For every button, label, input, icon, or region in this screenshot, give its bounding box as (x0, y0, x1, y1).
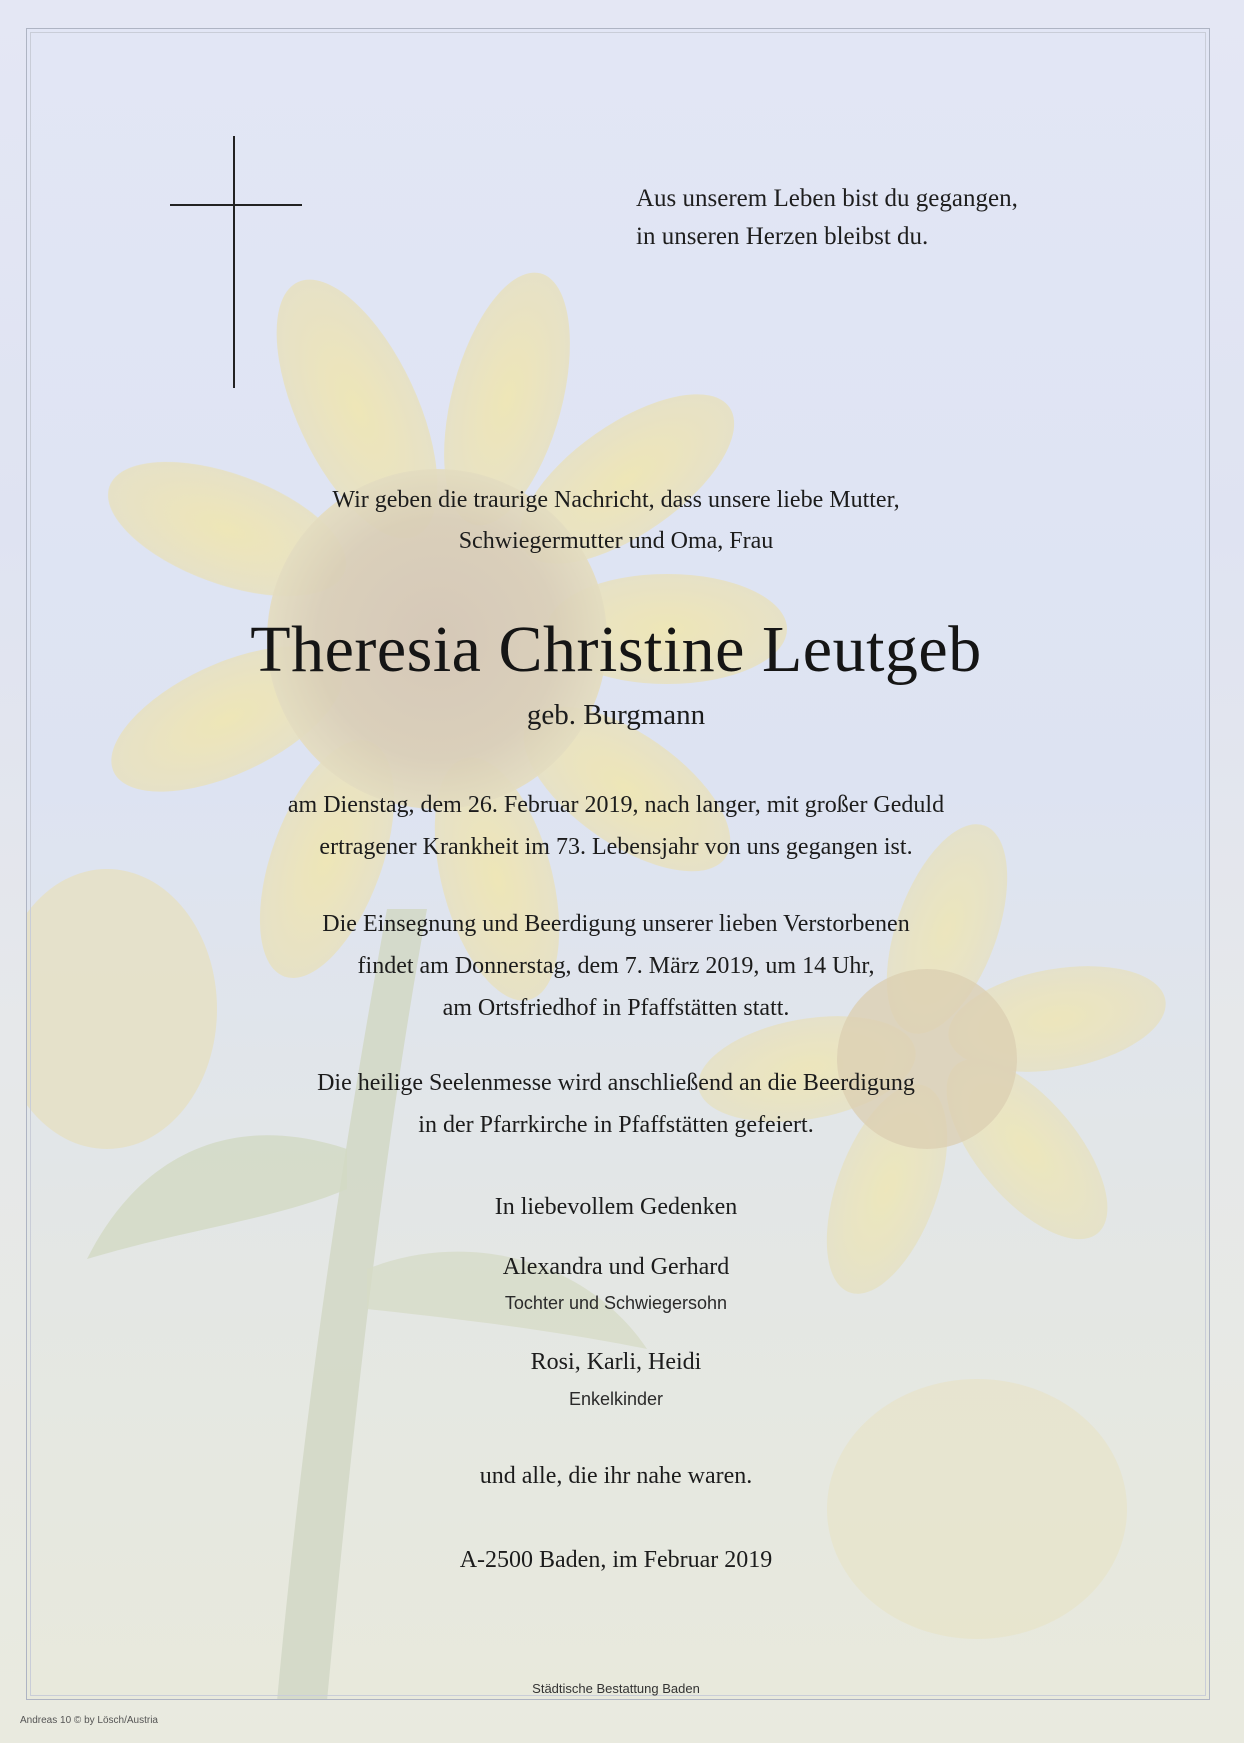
funeral-line: Die Einsegnung und Beerdigung unserer lieben Verstorbenen (322, 911, 910, 937)
mass-paragraph (0, 1062, 1232, 1146)
mourner-relation-children: Tochter und Schwiegersohn (504, 1293, 728, 1313)
latin-cross-icon (170, 136, 302, 388)
place-and-date: A-2500 Baden, im Februar 2019 (459, 1547, 773, 1573)
motto-line: in unseren Herzen bleibst du. (636, 223, 929, 250)
deceased-name: Theresia Christine Leutgeb (250, 613, 982, 686)
intro-line: Wir geben die traurige Nachricht, dass unsere liebe Mutter, (332, 487, 900, 513)
mourner-relation-grandchildren: Enkelkinder (568, 1389, 664, 1409)
imprint: Andreas 10 © by Lösch/Austria (20, 1715, 158, 1726)
maiden-name: geb. Burgmann (526, 699, 706, 731)
motto-line: Aus unserem Leben bist du gegangen, (636, 185, 1018, 212)
funeral-line: am Ortsfriedhof in Pfaffstätten statt. (442, 995, 790, 1021)
death-notice-line: am Dienstag, dem 26. Februar 2019, nach langer, mit großer Geduld (287, 792, 945, 818)
funeral-line: findet am Donnerstag, dem 7. März 2019, um 14 Uhr, (357, 953, 875, 979)
cross-vertical-bar (233, 136, 235, 388)
motto (636, 180, 1018, 256)
mass-line: Die heilige Seelenmesse wird anschließend an die Beerdigung (317, 1070, 915, 1096)
mass-line: in der Pfarrkirche in Pfaffstätten gefeiert. (418, 1112, 814, 1138)
mourners-closing: und alle, die ihr nahe waren. (479, 1463, 753, 1489)
intro-text (0, 480, 1232, 562)
funeral-paragraph (0, 903, 1232, 1029)
death-notice-paragraph (0, 784, 1232, 868)
undertaker-name: Städtische Bestattung Baden (532, 1681, 700, 1696)
cross-horizontal-bar (170, 204, 302, 206)
death-notice-line: ertragener Krankheit im 73. Lebensjahr von uns gegangen ist. (319, 834, 913, 860)
mourner-names-grandchildren: Rosi, Karli, Heidi (530, 1349, 702, 1375)
mourner-names-children: Alexandra und Gerhard (502, 1254, 730, 1280)
mourners-heading: In liebevollem Gedenken (494, 1194, 738, 1220)
intro-line: Schwiegermutter und Oma, Frau (458, 528, 774, 554)
